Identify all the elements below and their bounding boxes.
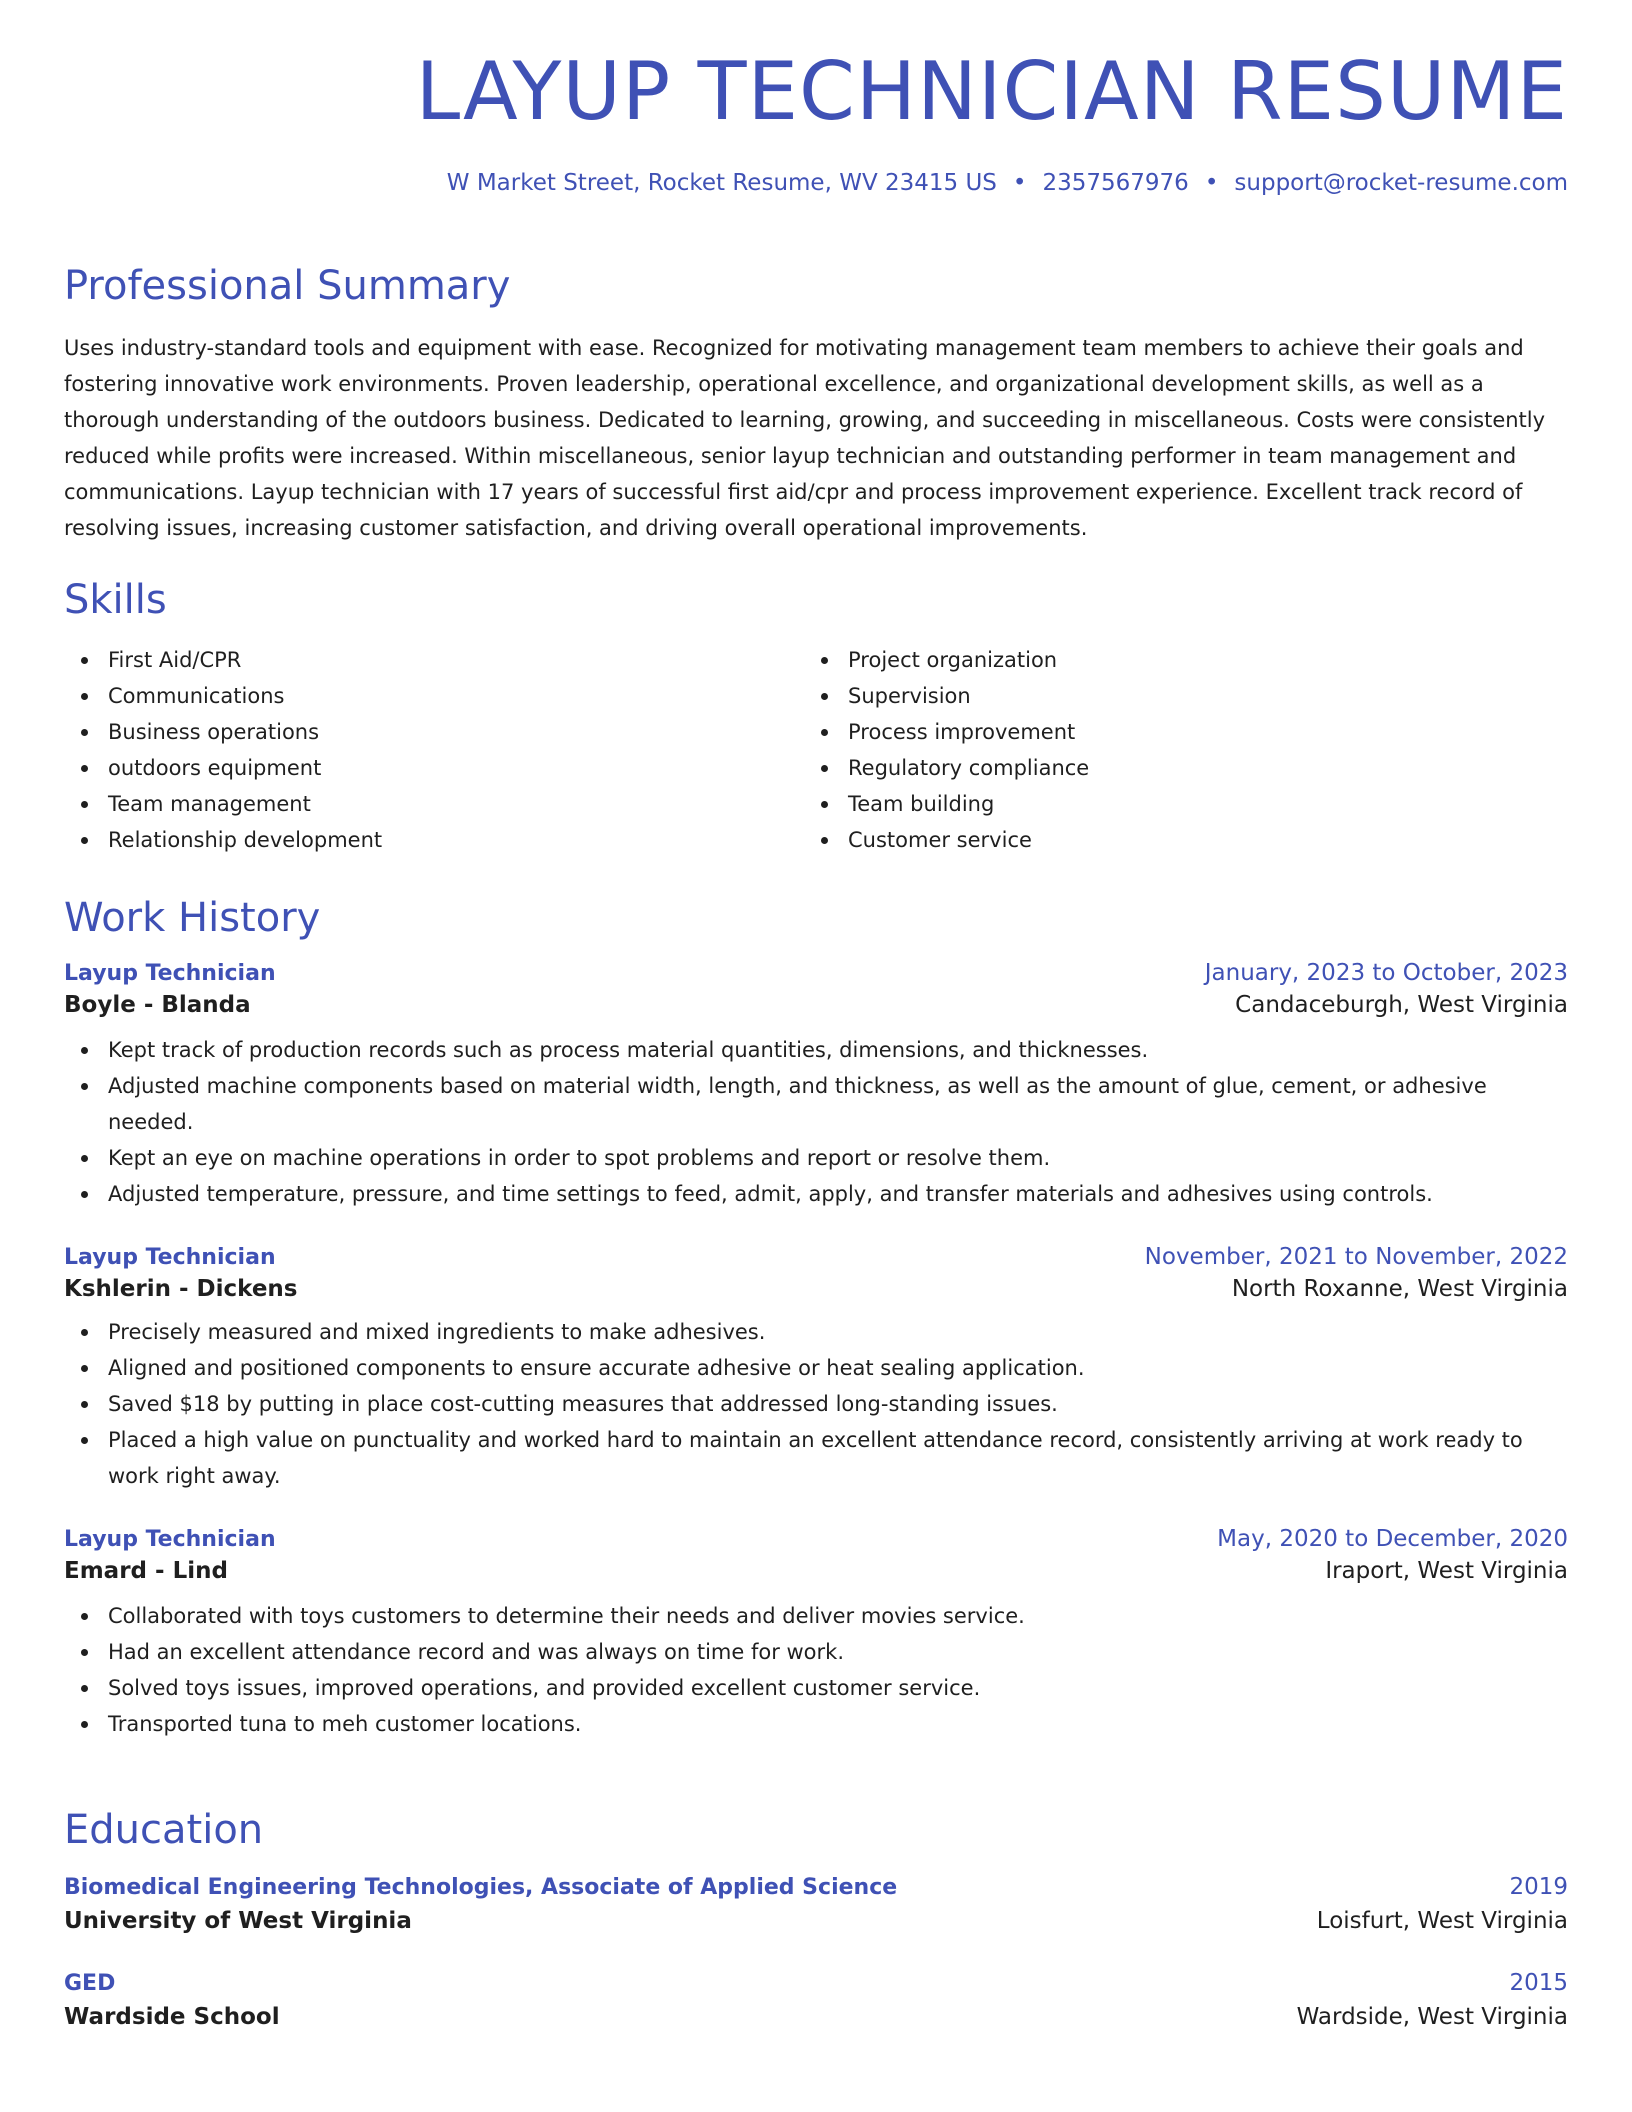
skill-item: Supervision xyxy=(804,678,1544,714)
job-bullets xyxy=(64,1314,1568,1494)
resume-title: LAYUP TECHNICIAN RESUME xyxy=(415,45,1568,138)
education-year: 2019 xyxy=(1509,1874,1568,1900)
skill-item: Customer service xyxy=(804,822,1544,858)
job-bullet: Adjusted machine components based on material width, length, and thickness, as well as the amount of glue, cement, or adhesive needed. xyxy=(64,1068,1568,1140)
job-bullet: Precisely measured and mixed ingredients to make adhesives. xyxy=(64,1314,1568,1350)
education-entry xyxy=(64,1874,1568,1934)
skill-item: Project organization xyxy=(804,642,1544,678)
job-company-row xyxy=(64,1276,1568,1302)
skill-item: Communications xyxy=(64,678,804,714)
job-bullet: Kept track of production records such as process material quantities, dimensions, and thicknesses. xyxy=(64,1032,1568,1068)
skill-item: First Aid/CPR xyxy=(64,642,804,678)
job-title-row xyxy=(64,1526,1568,1552)
skill-item: outdoors equipment xyxy=(64,750,804,786)
job-bullet: Adjusted temperature, pressure, and time settings to feed, admit, apply, and transfer materials and adhesives using controls. xyxy=(64,1176,1568,1212)
skills-section xyxy=(64,578,1568,858)
skill-item: Team management xyxy=(64,786,804,822)
contact-line xyxy=(64,172,1568,195)
education-heading: Education xyxy=(64,1807,264,1853)
job-location: Iraport, West Virginia xyxy=(1325,1558,1568,1584)
job-location: Candaceburgh, West Virginia xyxy=(1235,992,1568,1018)
skill-item: Team building xyxy=(804,786,1544,822)
contact-phone: 2357567976 xyxy=(1042,170,1189,196)
summary-text: Uses industry-standard tools and equipment with ease. Recognized for motivating management team members to achieve their goals and fostering innovative work environments. Proven leadership, operational excellence, and organizational development skills, as well as a thorough understanding of the outdoors business. Dedicated to learning, growing, and succeeding in miscellaneous. Costs were consistently reduced while profits were increased. Within miscellaneous, senior layup technician and outstanding performer in team management and communications. Layup technician with 17 years of successful first aid/cpr and process improvement experience. Excellent track record of resolving issues, increasing customer satisfaction, and driving overall operational improvements. xyxy=(64,336,1546,540)
education-school-row xyxy=(64,2004,1568,2030)
work-history-section xyxy=(64,896,1568,1742)
skills-columns xyxy=(64,642,1568,858)
job-bullet: Kept an eye on machine operations in order to spot problems and report or resolve them. xyxy=(64,1140,1568,1176)
job-title-row xyxy=(64,960,1568,986)
job-bullets xyxy=(64,1598,1568,1742)
job-title-row xyxy=(64,1244,1568,1270)
job-bullet: Saved $18 by putting in place cost-cutting measures that addressed long-standing issues. xyxy=(64,1386,1568,1422)
job-dates: January, 2023 to October, 2023 xyxy=(1204,960,1568,986)
job-title: Layup Technician xyxy=(64,961,276,986)
job-entry xyxy=(64,1244,1568,1494)
contact-separator: • xyxy=(1012,170,1027,196)
job-bullet: Aligned and positioned components to ensure accurate adhesive or heat sealing application. xyxy=(64,1350,1568,1386)
work-history-heading: Work History xyxy=(64,895,321,941)
job-dates: May, 2020 to December, 2020 xyxy=(1217,1526,1568,1552)
education-school: Wardside School xyxy=(64,2004,280,2030)
job-entry xyxy=(64,960,1568,1212)
education-degree-row xyxy=(64,1970,1568,1996)
job-entry xyxy=(64,1526,1568,1742)
job-bullet: Transported tuna to meh customer locations. xyxy=(64,1706,1568,1742)
job-company-row xyxy=(64,992,1568,1018)
contact-separator: • xyxy=(1204,170,1219,196)
summary-section xyxy=(64,264,1568,546)
skills-heading: Skills xyxy=(64,577,167,623)
resume-header xyxy=(64,0,1568,195)
education-location: Wardside, West Virginia xyxy=(1296,2004,1568,2030)
job-bullet: Had an excellent attendance record and was always on time for work. xyxy=(64,1634,1568,1670)
education-section xyxy=(64,1808,1568,2030)
job-bullets xyxy=(64,1032,1568,1212)
job-company: Kshlerin - Dickens xyxy=(64,1276,298,1302)
skill-item: Business operations xyxy=(64,714,804,750)
education-year: 2015 xyxy=(1509,1970,1568,1996)
skill-item: Relationship development xyxy=(64,822,804,858)
job-dates: November, 2021 to November, 2022 xyxy=(1144,1244,1568,1270)
job-location: North Roxanne, West Virginia xyxy=(1231,1276,1568,1302)
skills-list-left xyxy=(64,642,804,858)
job-company-row xyxy=(64,1558,1568,1584)
skills-list-right xyxy=(804,642,1544,858)
education-school-row xyxy=(64,1908,1568,1934)
job-title: Layup Technician xyxy=(64,1527,276,1552)
education-degree: GED xyxy=(64,1971,116,1996)
job-title: Layup Technician xyxy=(64,1245,276,1270)
contact-address: W Market Street, Rocket Resume, WV 23415 US xyxy=(446,170,997,196)
job-bullet: Placed a high value on punctuality and worked hard to maintain an excellent attendance record, consistently arriving at work ready to work right away. xyxy=(64,1422,1568,1494)
education-location: Loisfurt, West Virginia xyxy=(1316,1908,1568,1934)
job-company: Emard - Lind xyxy=(64,1558,228,1584)
contact-email[interactable]: support@rocket-resume.com xyxy=(1234,170,1568,196)
education-school: University of West Virginia xyxy=(64,1908,412,1934)
job-bullet: Solved toys issues, improved operations, and provided excellent customer service. xyxy=(64,1670,1568,1706)
job-bullet: Collaborated with toys customers to determine their needs and deliver movies service. xyxy=(64,1598,1568,1634)
education-degree-row xyxy=(64,1874,1568,1900)
skill-item: Process improvement xyxy=(804,714,1544,750)
education-degree: Biomedical Engineering Technologies, Associate of Applied Science xyxy=(64,1875,898,1900)
education-entry xyxy=(64,1970,1568,2030)
skill-item: Regulatory compliance xyxy=(804,750,1544,786)
summary-heading: Professional Summary xyxy=(64,263,511,309)
job-company: Boyle - Blanda xyxy=(64,992,251,1018)
